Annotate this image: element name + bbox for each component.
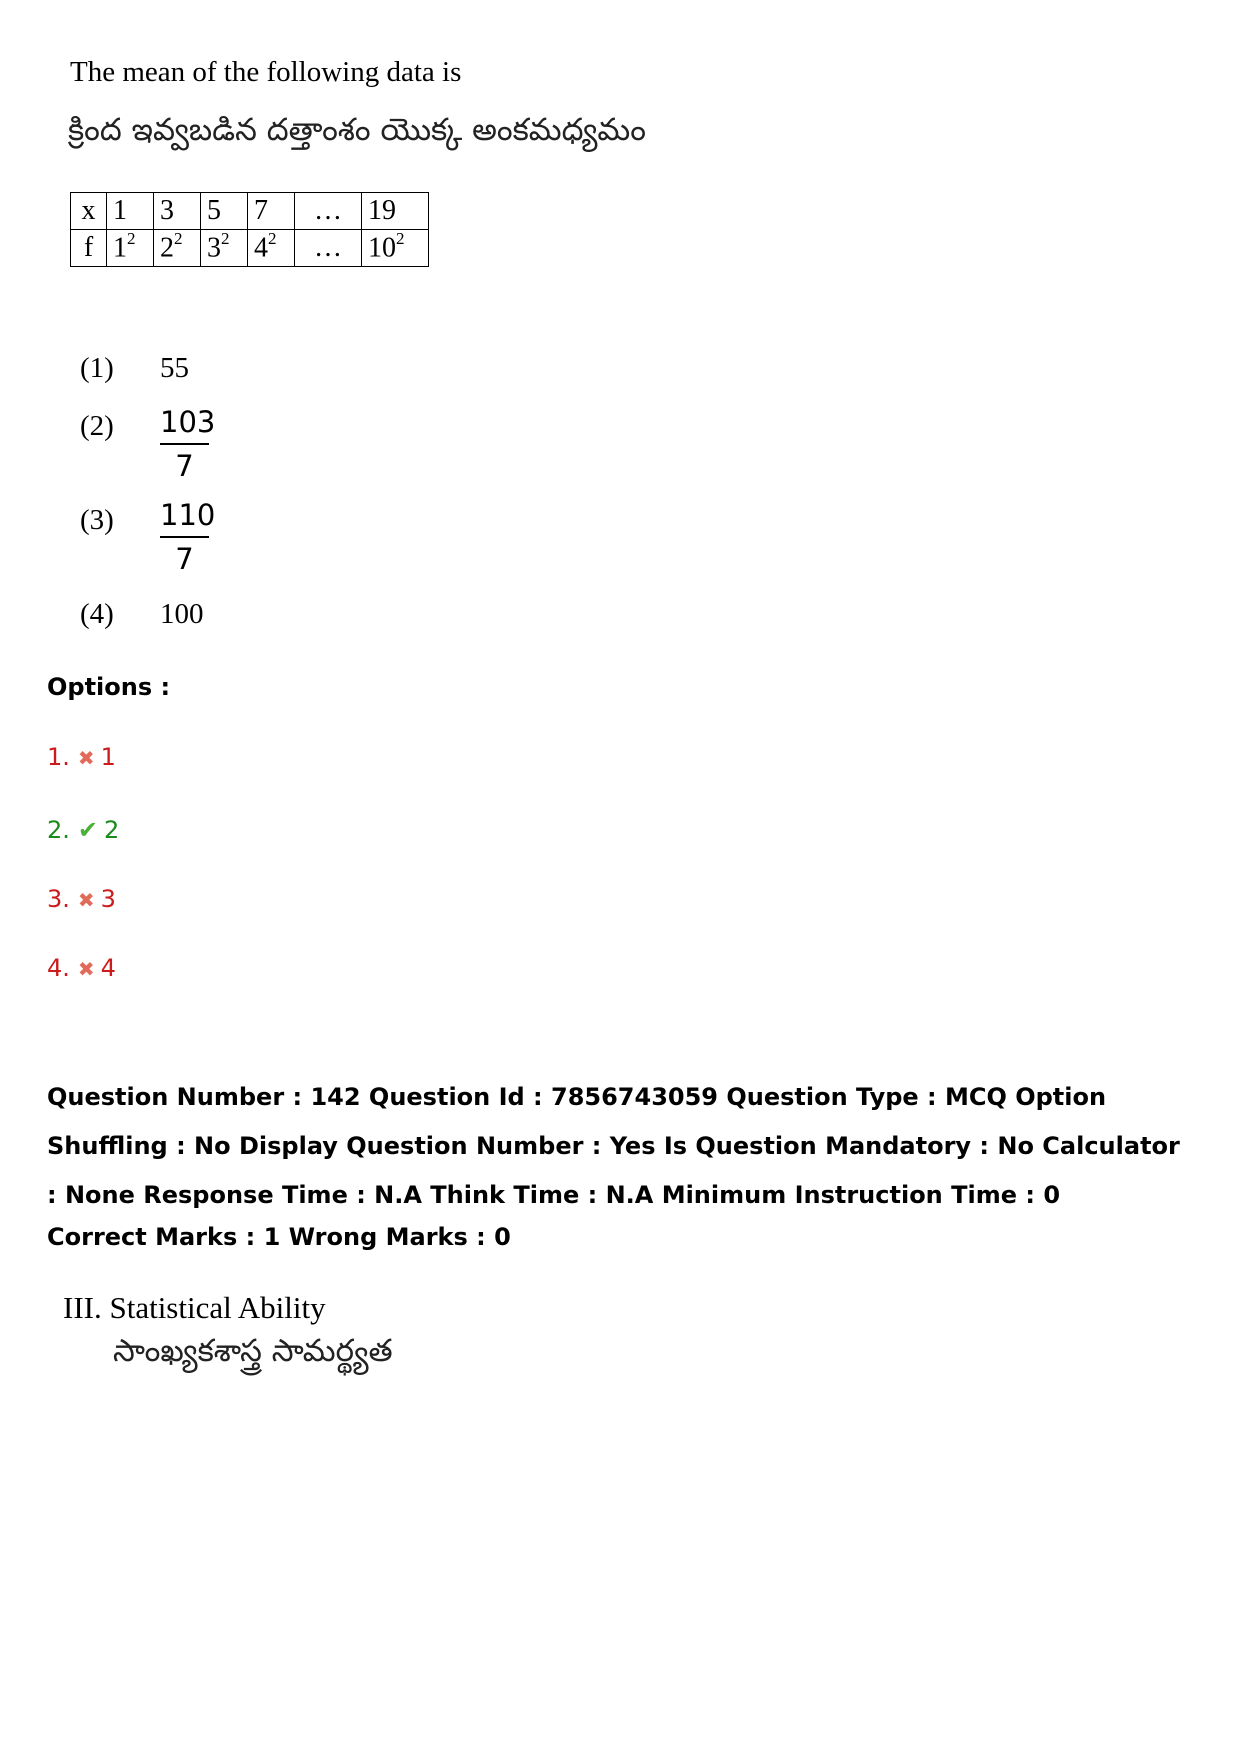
choice-fraction-3 — [160, 498, 216, 576]
choice-value-4: 100 — [160, 598, 204, 630]
cross-icon: ✖ — [77, 957, 95, 981]
table-cell: 19 — [362, 193, 429, 230]
choice-label-4: (4) — [80, 598, 114, 630]
frequency-table — [70, 192, 429, 267]
marks-info: Correct Marks : 1 Wrong Marks : 0 — [47, 1223, 511, 1251]
choice-fraction-2 — [160, 405, 216, 483]
choice-label-2: (2) — [80, 410, 114, 442]
question-meta-info: Question Number : 142 Question Id : 7856743059 Question Type : MCQ Option Shuffling : No Display Question Number : Yes Is Question Mandatory : No Calculator : None Response Time : N.A Think Time : N.A Minimum Instruction Time : 0 — [47, 1083, 1180, 1209]
option-item-2 — [47, 816, 119, 844]
option-label: 2 — [104, 816, 120, 844]
table-cell: … — [295, 230, 362, 267]
option-label: 4 — [100, 954, 116, 982]
table-cell: $4^2$ — [248, 230, 295, 267]
fraction-numerator: 110 — [160, 498, 209, 538]
cross-icon: ✖ — [77, 888, 95, 912]
table-row-x — [71, 193, 429, 230]
option-index: 2. — [47, 816, 70, 844]
question-text-telugu: క్రింద ఇవ్వబడిన దత్తాంశం యొక్క అంకమధ్యమం — [68, 112, 646, 148]
option-item-3 — [47, 885, 116, 913]
option-item-4 — [47, 954, 116, 982]
option-index: 3. — [47, 885, 70, 913]
options-heading: Options : — [47, 673, 171, 701]
fraction-denominator: 7 — [175, 542, 194, 576]
table-cell: f — [71, 230, 107, 267]
table-row-f — [71, 230, 429, 267]
table-cell: 3 — [154, 193, 201, 230]
question-text-english: The mean of the following data is — [70, 56, 462, 88]
option-label: 1 — [100, 743, 116, 771]
table-cell: x — [71, 193, 107, 230]
choice-label-1: (1) — [80, 352, 114, 384]
fraction-denominator: 7 — [175, 449, 194, 483]
option-index: 4. — [47, 954, 70, 982]
option-label: 3 — [100, 885, 116, 913]
table-cell: $10^2$ — [362, 230, 429, 267]
fraction-numerator: 103 — [160, 405, 209, 445]
choice-label-3: (3) — [80, 504, 114, 536]
section-title-telugu: సాంఖ్యకశాస్త్ర సామర్థ్యత — [113, 1333, 393, 1369]
table-cell: $2^2$ — [154, 230, 201, 267]
table-cell: 7 — [248, 193, 295, 230]
cross-icon: ✖ — [77, 746, 95, 770]
table-cell: $3^2$ — [201, 230, 248, 267]
option-item-1 — [47, 743, 116, 771]
table-cell: 5 — [201, 193, 248, 230]
choice-value-1: 55 — [160, 352, 189, 384]
table-cell: 1 — [107, 193, 154, 230]
table-cell: $1^2$ — [107, 230, 154, 267]
checkmark-icon: ✔ — [77, 816, 99, 844]
section-title-english: III. Statistical Ability — [63, 1290, 326, 1325]
table-cell: … — [295, 193, 362, 230]
option-index: 1. — [47, 743, 70, 771]
